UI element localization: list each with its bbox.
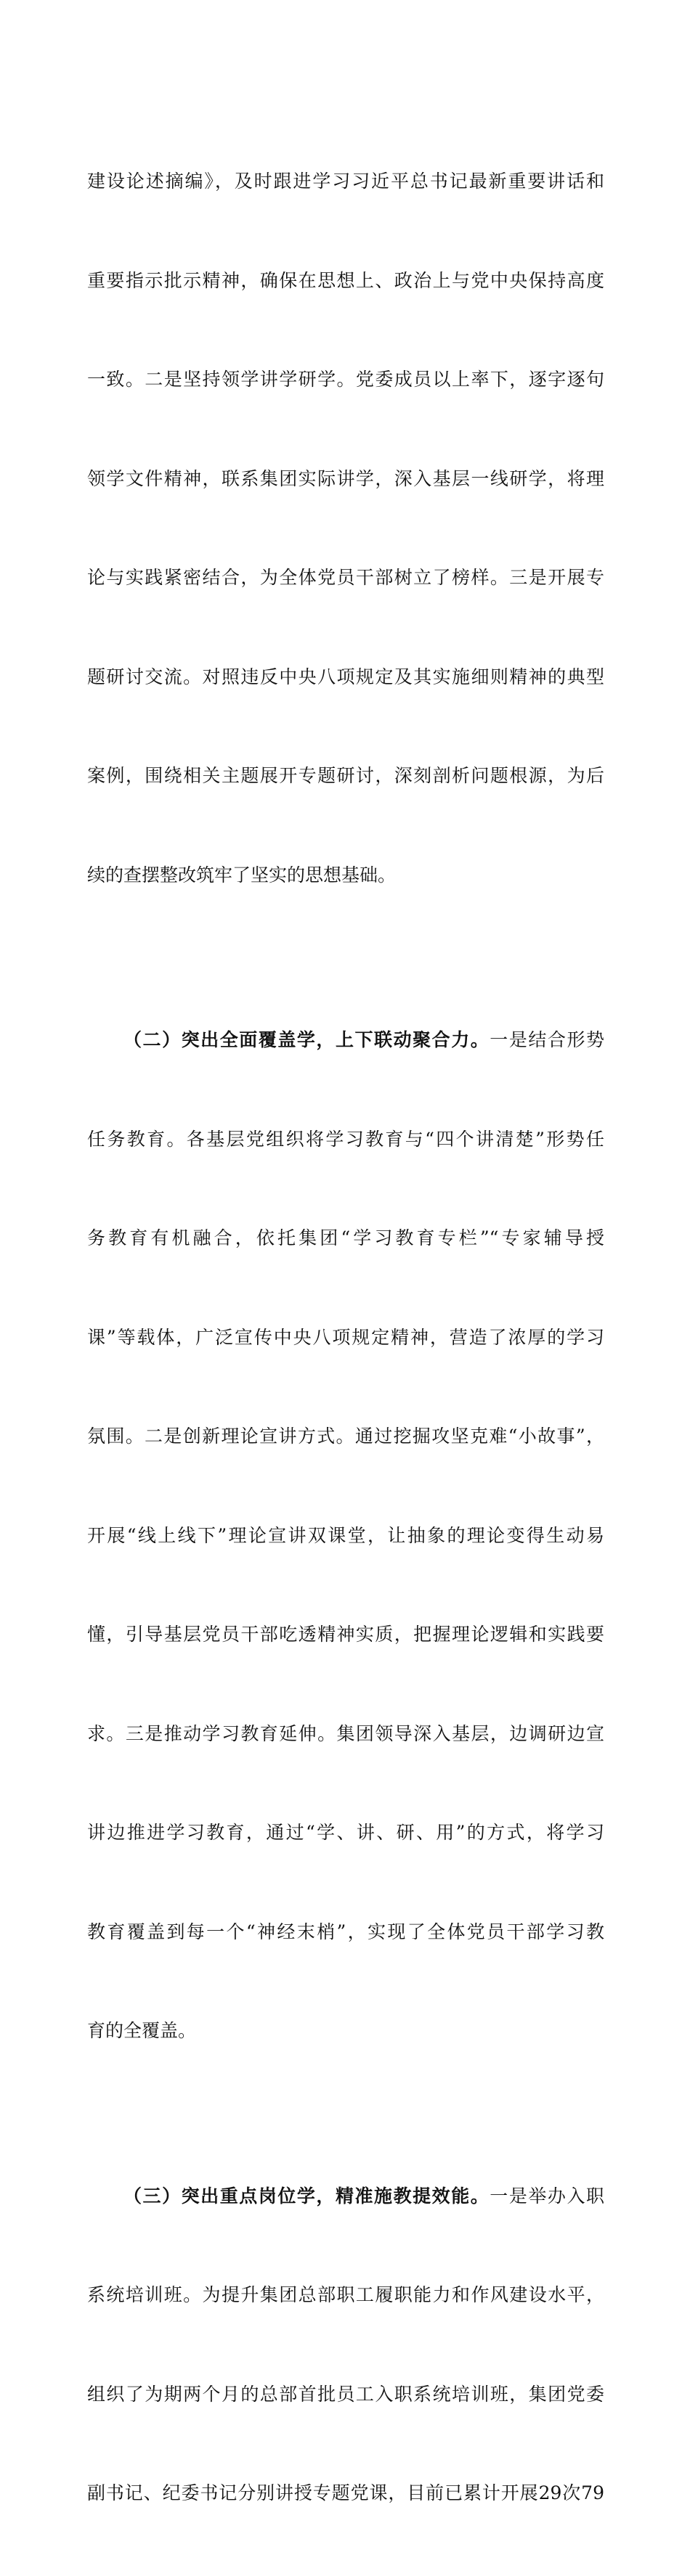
paragraph-1-line-6: 题研讨交流。对照违反中央八项规定及其实施细则精神的典型 bbox=[87, 666, 604, 687]
paragraph-3-line-2: 系统培训班。为提升集团总部职工履职能力和作风建设水平， bbox=[87, 2284, 604, 2305]
paragraph-2-heading: （二）突出全面覆盖学，上下联动聚合力。 bbox=[123, 1029, 490, 1050]
paragraph-3 bbox=[87, 2114, 604, 2576]
paragraph-1-line-2: 重要指示批示精神，确保在思想上、政治上与党中央保持高度 bbox=[87, 269, 604, 291]
paragraph-3-line-4: 副书记、纪委书记分别讲授专题党课，目前已累计开展29次79 bbox=[87, 2482, 604, 2503]
paragraph-2-line-1 bbox=[87, 1023, 604, 1057]
paragraph-1-line-1: 建设论述摘编》，及时跟进学习习近平总书记最新重要讲话和 bbox=[87, 171, 604, 192]
paragraph-2-line-8: 求。三是推动学习教育延伸。集团领导深入基层，边调研边宣 bbox=[87, 1722, 604, 1744]
paragraph-2-line-1-text: 一是结合形势 bbox=[490, 1029, 604, 1050]
paragraph-2-line-2: 任务教育。各基层党组织将学习教育与“四个讲清楚”形势任 bbox=[87, 1128, 604, 1150]
paragraph-3-line-1-text: 一是举办入职 bbox=[490, 2185, 604, 2207]
paragraph-2-line-9: 讲边推进学习教育，通过“学、讲、研、用”的方式，将学习 bbox=[87, 1822, 604, 1843]
paragraph-3-line-3: 组织了为期两个月的总部首批员工入职系统培训班，集团党委 bbox=[87, 2383, 604, 2405]
paragraph-3-line-1 bbox=[87, 2180, 604, 2213]
paragraph-2-line-6: 开展“线上线下”理论宣讲双课堂，让抽象的理论变得生动易 bbox=[87, 1524, 604, 1546]
paragraph-1-line-5: 论与实践紧密结合，为全体党员干部树立了榜样。三是开展专 bbox=[87, 567, 604, 588]
paragraph-2-line-5: 氛围。二是创新理论宣讲方式。通过挖掘攻坚克难“小故事”， bbox=[87, 1426, 604, 1447]
paragraph-3-heading: （三）突出重点岗位学，精准施教提效能。 bbox=[123, 2185, 490, 2207]
paragraph-2-line-7: 懂，引导基层党员干部吃透精神实质，把握理论逻辑和实践要 bbox=[87, 1624, 604, 1645]
paragraph-1 bbox=[87, 99, 604, 957]
paragraph-1-line-3: 一致。二是坚持领学讲学研学。党委成员以上率下，逐字逐句 bbox=[87, 369, 604, 390]
document-body bbox=[87, 99, 604, 2576]
paragraph-2-line-10: 教育覆盖到每一个“神经末梢”，实现了全体党员干部学习教 bbox=[87, 1921, 604, 1942]
paragraph-1-line-8: 续的查摆整改筑牢了坚实的思想基础。 bbox=[87, 864, 397, 886]
paragraph-2-line-3: 务教育有机融合，依托集团“学习教育专栏”“专家辅导授 bbox=[87, 1227, 604, 1248]
paragraph-1-line-7: 案例，围绕相关主题展开专题研讨，深刻剖析问题根源，为后 bbox=[87, 765, 604, 786]
paragraph-2-line-4: 课”等载体，广泛宣传中央八项规定精神，营造了浓厚的学习 bbox=[87, 1326, 604, 1348]
paragraph-2 bbox=[87, 957, 604, 2114]
paragraph-2-line-11: 育的全覆盖。 bbox=[87, 2020, 197, 2041]
paragraph-1-line-4: 领学文件精神，联系集团实际讲学，深入基层一线研学，将理 bbox=[87, 467, 604, 489]
